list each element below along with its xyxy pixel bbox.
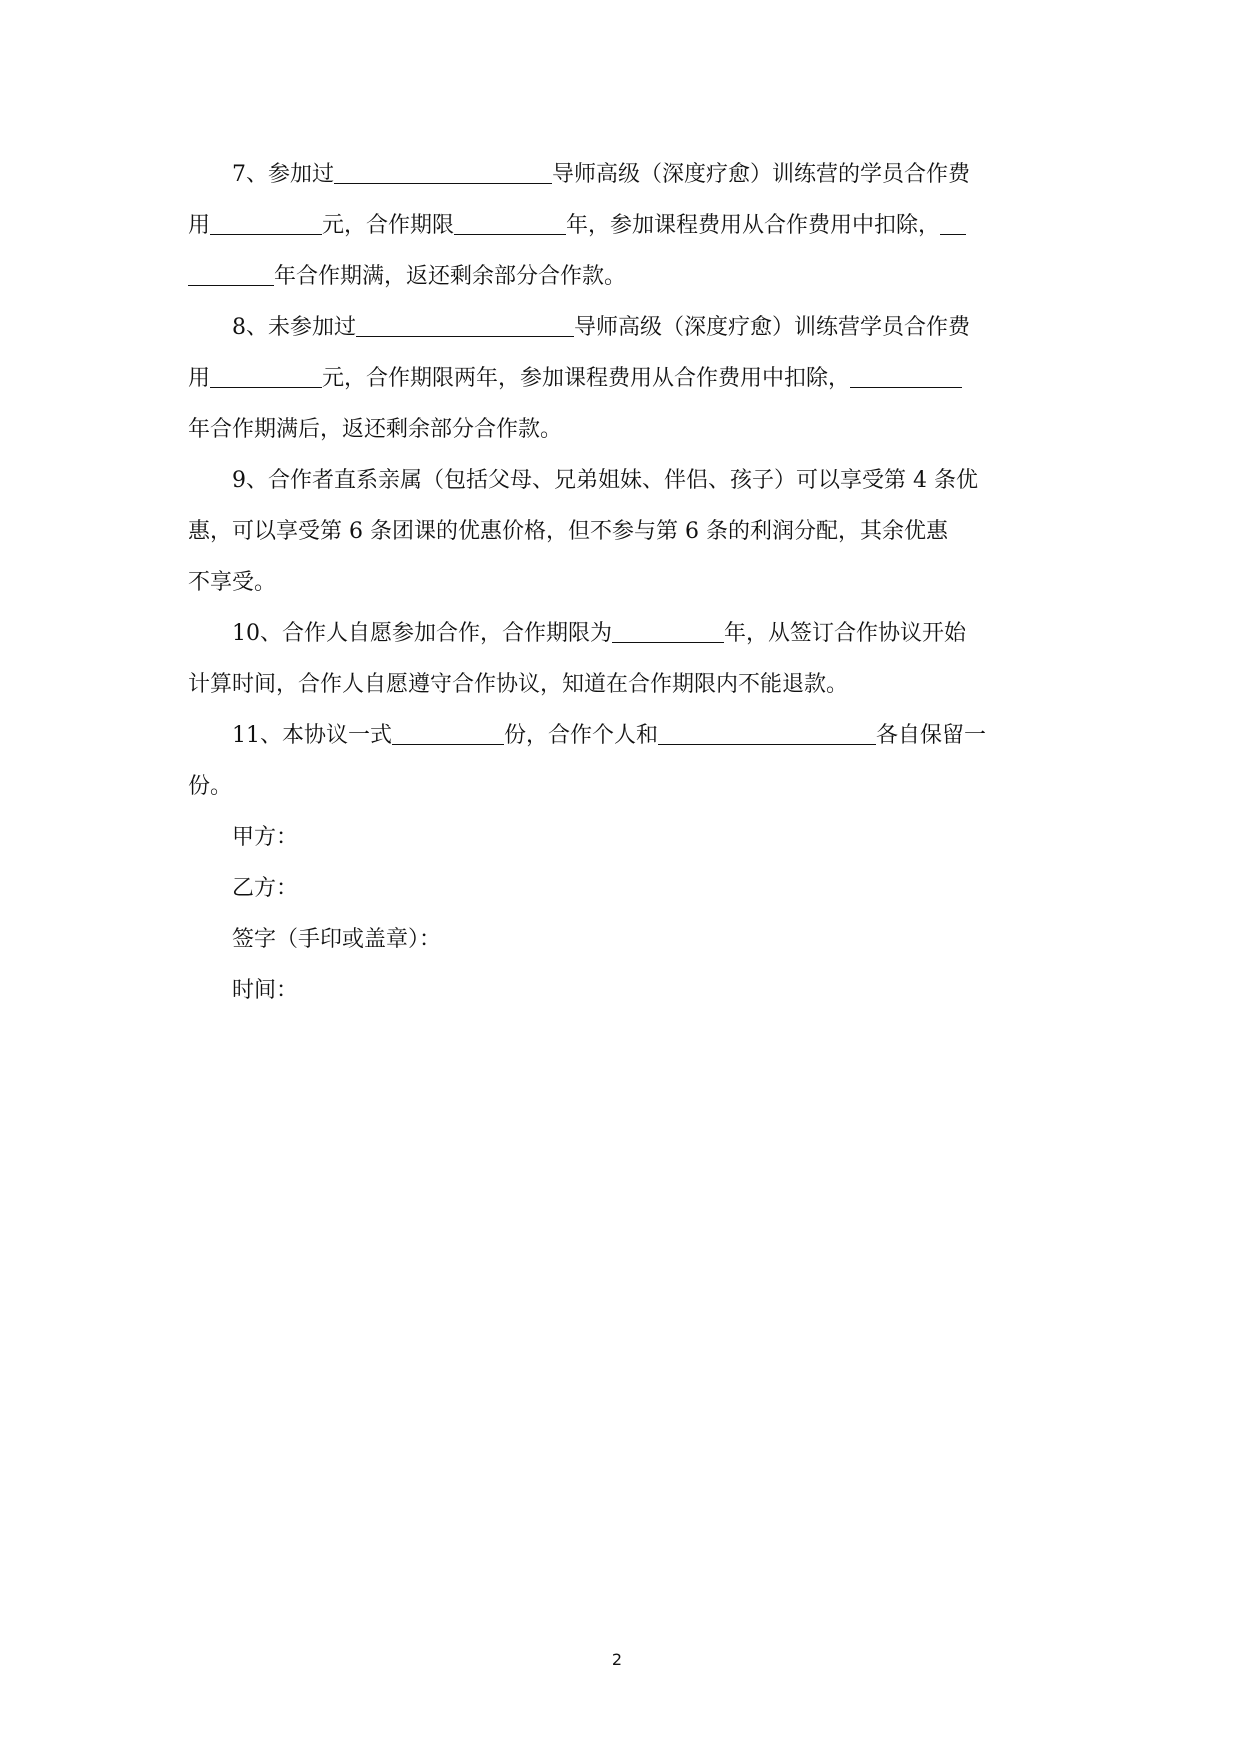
- clause-10-text: 10、合作人自愿参加合作，合作期限为: [232, 621, 612, 646]
- document-body: [188, 149, 1048, 1016]
- clause-8-text: 8、未参加过: [232, 315, 356, 340]
- signature-block: [188, 812, 1048, 1016]
- blank-line: [334, 162, 552, 184]
- clause-7-text: 元，合作期限: [322, 213, 455, 238]
- time-label: 时间：: [232, 978, 299, 1003]
- clause-8-text: 年合作期满后，返还剩余部分合作款。: [188, 417, 563, 442]
- party-a-label: 甲方：: [232, 825, 299, 850]
- clause-10-text: 年，从签订合作协议开始: [724, 621, 967, 646]
- clause-7: [188, 149, 1048, 302]
- clause-11-text: 11、本协议一式: [232, 723, 392, 748]
- blank-line: [658, 723, 876, 745]
- clause-7-text: 年合作期满，返还剩余部分合作款。: [274, 264, 627, 289]
- blank-line: [940, 213, 966, 235]
- party-b-label: 乙方：: [232, 876, 299, 901]
- blank-line: [850, 366, 962, 388]
- clause-11-text: 份。: [188, 774, 233, 799]
- clause-10: [188, 608, 1048, 710]
- clause-11-text: 份，合作个人和: [504, 723, 659, 748]
- blank-line: [392, 723, 504, 745]
- clause-9-text: 惠，可以享受第 6 条团课的优惠价格，但不参与第 6 条的利润分配，其余优惠: [188, 519, 948, 544]
- blank-line: [210, 213, 322, 235]
- blank-line: [356, 315, 574, 337]
- clause-11: [188, 710, 1048, 812]
- blank-line: [188, 264, 274, 286]
- clause-8: [188, 302, 1048, 455]
- page-number: 2: [611, 1650, 623, 1669]
- clause-9-text: 不享受。: [188, 570, 277, 595]
- clause-7-text: 7、参加过: [232, 162, 334, 187]
- blank-line: [612, 621, 724, 643]
- blank-line: [454, 213, 566, 235]
- clause-8-text: 用: [188, 366, 211, 391]
- clause-8-text: 导师高级（深度疗愈）训练营学员合作费: [574, 315, 971, 340]
- clause-9-text: 9、合作者直系亲属（包括父母、兄弟姐妹、伴侣、孩子）可以享受第 4 条优: [232, 468, 978, 493]
- clause-11-text: 各自保留一: [876, 723, 987, 748]
- clause-7-text: 用: [188, 213, 211, 238]
- signature-label: 签字（手印或盖章）：: [232, 927, 442, 952]
- clause-8-text: 元，合作期限两年，参加课程费用从合作费用中扣除，: [322, 366, 851, 391]
- clause-9: [188, 455, 1048, 608]
- blank-line: [210, 366, 322, 388]
- clause-7-text: 导师高级（深度疗愈）训练营的学员合作费: [552, 162, 971, 187]
- clause-7-text: 年，参加课程费用从合作费用中扣除，: [566, 213, 941, 238]
- clause-10-text: 计算时间，合作人自愿遵守合作协议，知道在合作期限内不能退款。: [188, 672, 849, 697]
